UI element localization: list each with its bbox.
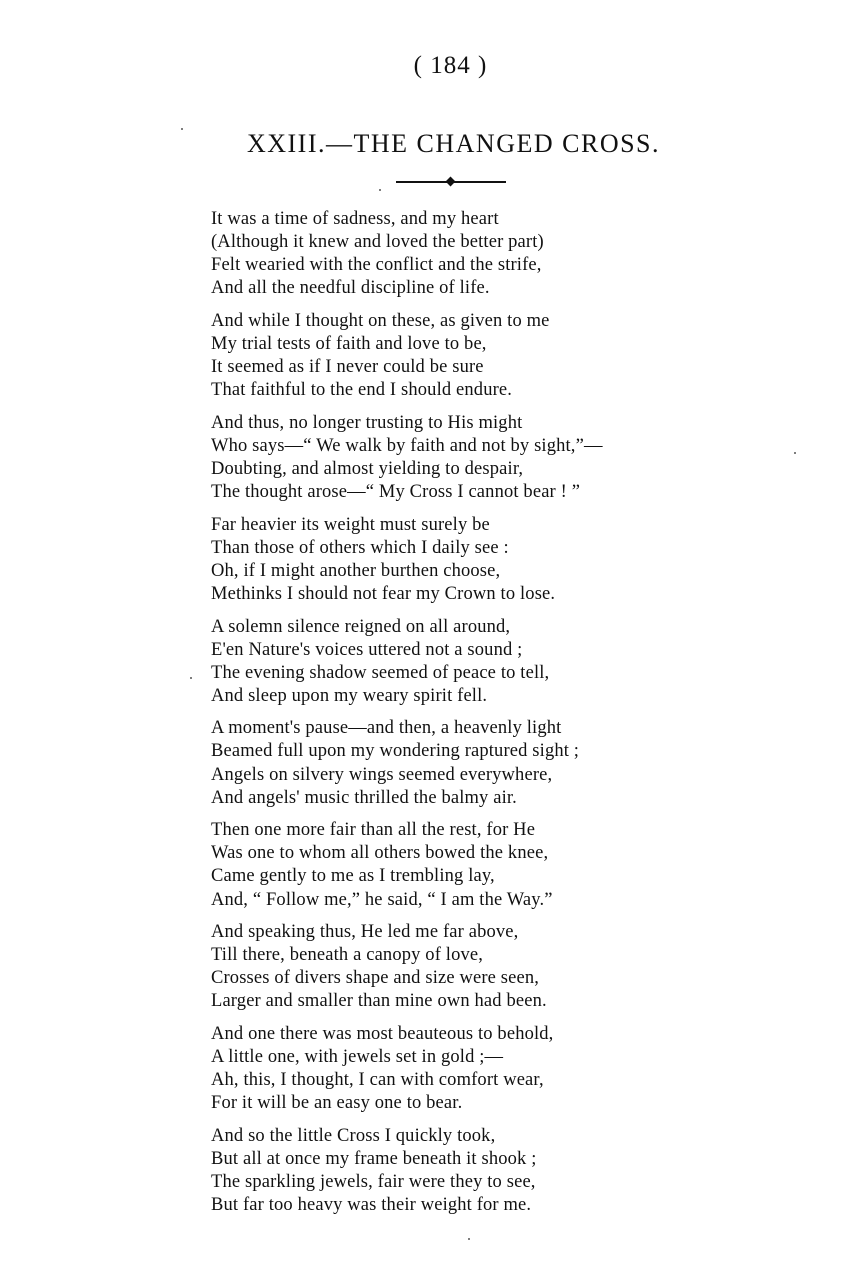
poem-line: And speaking thus, He led me far above,	[211, 922, 519, 943]
poem-line: Felt wearied with the conflict and the strife,	[211, 255, 542, 276]
poem-line: Till there, beneath a canopy of love,	[211, 945, 484, 966]
stanza	[211, 514, 731, 606]
poem-line: And thus, no longer trusting to His might	[211, 412, 523, 433]
poem-line: A little one, with jewels set in gold ;—	[211, 1047, 504, 1068]
poem-line: Then one more fair than all the rest, for He	[211, 820, 536, 841]
poem-line: A solemn silence reigned on all around,	[211, 616, 511, 637]
print-speck	[181, 128, 183, 130]
poem-title: XXIII.—THE CHANGED CROSS.	[246, 129, 661, 158]
poem-line: Crosses of divers shape and size were seen,	[211, 968, 540, 989]
poem-line: It seemed as if I never could be sure	[211, 357, 484, 378]
poem-line: Came gently to me as I trembling lay,	[211, 866, 495, 887]
print-speck	[794, 452, 796, 454]
print-speck	[190, 677, 192, 679]
poem-line: Far heavier its weight must surely be	[211, 514, 490, 535]
poem-line: For it will be an easy one to bear.	[211, 1093, 463, 1114]
stanza	[211, 310, 731, 402]
poem-line: The thought arose—“ My Cross I cannot bear ! ”	[211, 482, 581, 503]
poem-line: But all at once my frame beneath it shook ;	[211, 1148, 537, 1169]
page-number: ( 184 )	[413, 52, 488, 79]
poem-line: Than those of others which I daily see :	[211, 537, 509, 558]
poem-line: And one there was most beauteous to behold,	[211, 1024, 554, 1044]
stanza	[211, 412, 731, 504]
poem-line: Who says—“ We walk by faith and not by sight,”—	[211, 435, 603, 456]
ornament-rule-left	[396, 181, 448, 183]
poem-line: Ah, this, I thought, I can with comfort wear,	[211, 1070, 544, 1091]
poem-line: Beamed full upon my wondering raptured sight ;	[211, 741, 580, 762]
stanza	[211, 208, 731, 300]
poem-line: (Although it knew and loved the better part)	[211, 232, 544, 253]
poem-line: E'en Nature's voices uttered not a sound ;	[211, 639, 523, 660]
poem-line: It was a time of sadness, and my heart	[211, 209, 499, 229]
poem-line: Larger and smaller than mine own had been.	[211, 991, 547, 1012]
poem-line: Doubting, and almost yielding to despair,	[211, 458, 524, 479]
poem-line: And while I thought on these, as given to me	[211, 310, 550, 331]
poem-line: And so the little Cross I quickly took,	[211, 1125, 496, 1146]
poem-line: But far too heavy was their weight for me.	[211, 1195, 532, 1216]
stanza	[211, 921, 731, 1013]
poem-line: That faithful to the end I should endure.	[211, 380, 513, 401]
poem-line: Angels on silvery wings seemed everywhere,	[211, 764, 553, 785]
title-ornament	[396, 180, 506, 184]
stanza	[211, 1125, 731, 1217]
poem-line: The sparkling jewels, fair were they to see,	[211, 1172, 536, 1193]
poem-line: The evening shadow seemed of peace to tell,	[211, 662, 550, 683]
stanza	[211, 819, 731, 911]
stanza	[211, 1023, 731, 1115]
stanza	[211, 717, 731, 809]
ornament-rule-right	[454, 181, 506, 183]
poem-line: And, “ Follow me,” he said, “ I am the Way.”	[211, 889, 553, 910]
poem-body	[211, 208, 731, 1227]
poem-line: And angels' music thrilled the balmy air.	[211, 787, 517, 808]
poem-line: And all the needful discipline of life.	[211, 278, 490, 299]
poem-line: Methinks I should not fear my Crown to lose.	[211, 583, 556, 604]
poem-line: A moment's pause—and then, a heavenly light	[211, 718, 562, 739]
stanza	[211, 616, 731, 708]
poem-line: Oh, if I might another burthen choose,	[211, 560, 501, 581]
poem-line: And sleep upon my weary spirit fell.	[211, 685, 488, 706]
poem-line: Was one to whom all others bowed the knee,	[211, 843, 549, 864]
print-speck	[468, 1238, 470, 1240]
print-speck	[379, 189, 381, 191]
poem-line: My trial tests of faith and love to be,	[211, 333, 487, 354]
